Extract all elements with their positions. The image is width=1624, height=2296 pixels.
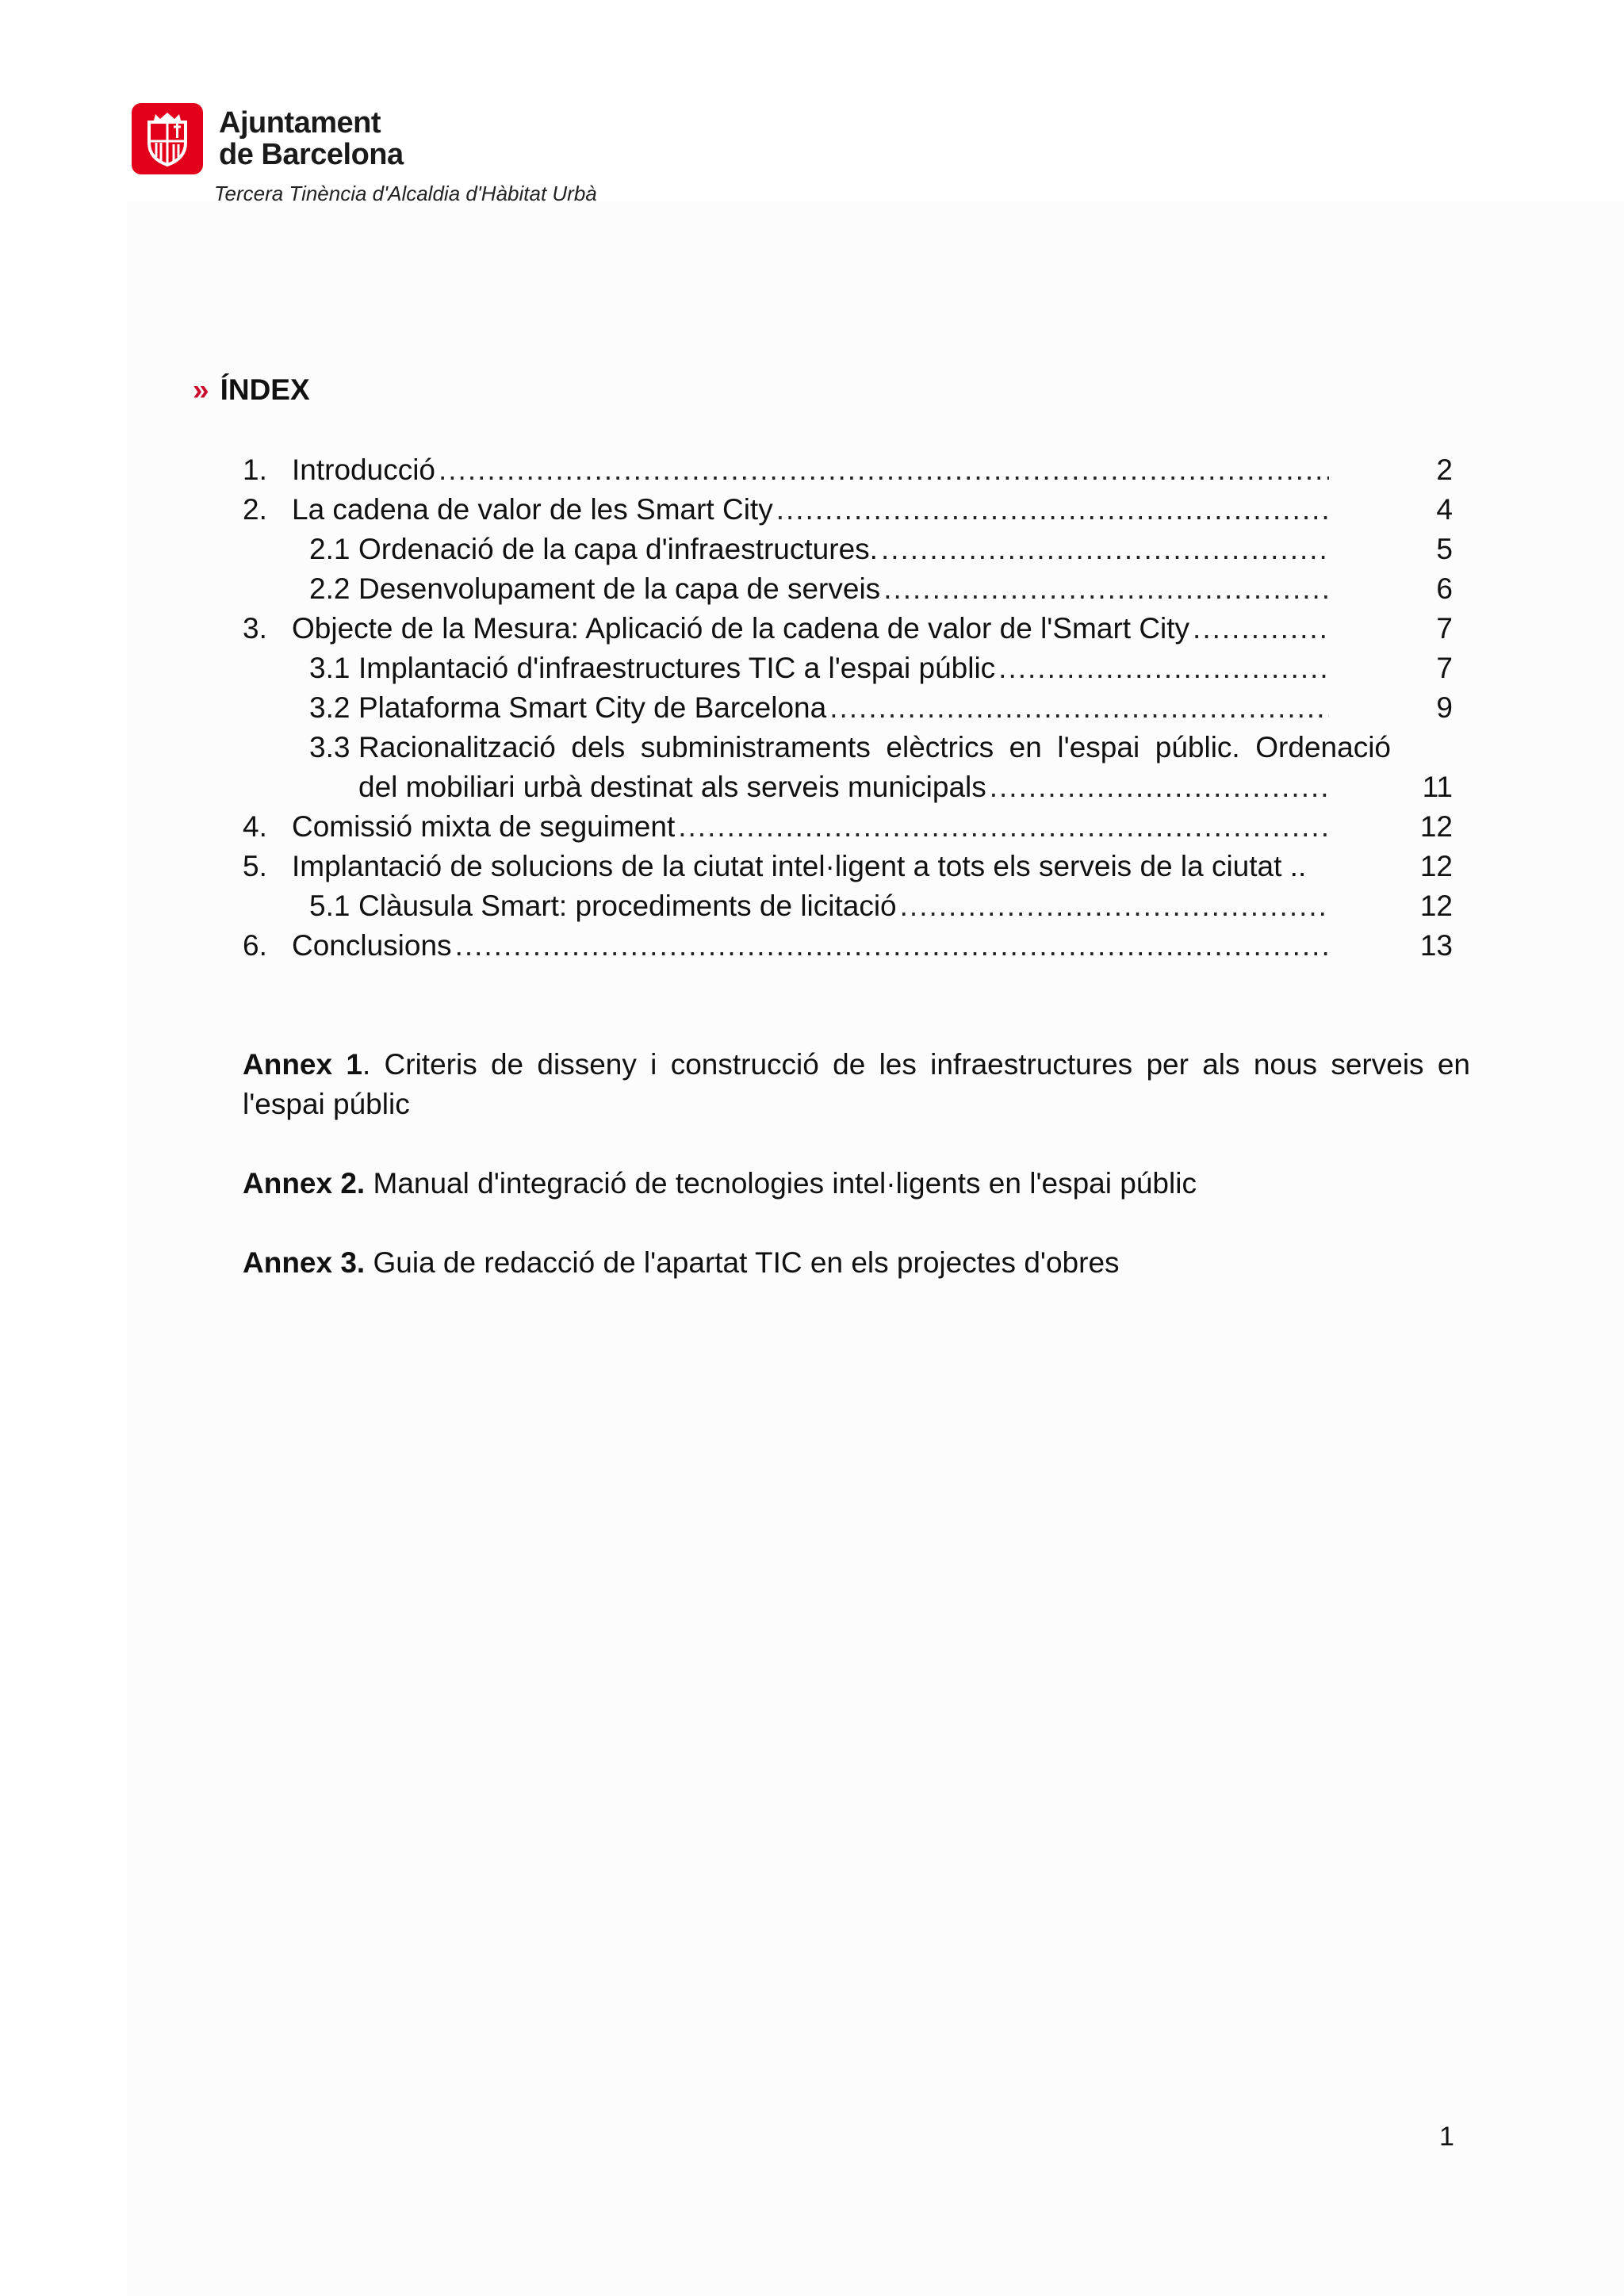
toc-entry-title: del mobiliari urbà destinat als serveis municipals	[358, 771, 986, 803]
annex-1-line2: l'espai públic	[243, 1088, 410, 1120]
annex-label: Annex 2.	[243, 1167, 366, 1200]
annex-text: Manual d'integració de tecnologies intel·ligents en l'espai públic	[365, 1167, 1197, 1200]
toc-entry-number: 1.	[243, 453, 267, 486]
toc-entry-page: 7	[1436, 652, 1453, 684]
toc-entry-title: Clàusula Smart: procediments de licitació	[358, 890, 897, 922]
toc-entry-number: 6.	[243, 929, 267, 962]
logo-line-2: de Barcelona	[219, 138, 404, 171]
annex-text: . Criteris de disseny i construcció de les infraestructures per als nous serveis en	[362, 1048, 1470, 1081]
toc-leader-dots	[998, 649, 1329, 688]
annex-1-line1	[243, 1045, 1470, 1085]
annex-3	[243, 1243, 1470, 1283]
toc-leader-dots	[881, 530, 1329, 569]
index-heading	[193, 373, 310, 407]
ajuntament-logo	[132, 103, 404, 174]
toc-entry-page: 13	[1419, 929, 1453, 962]
toc-entry-page: 12	[1419, 850, 1453, 882]
toc-entry-title: Plataforma Smart City de Barcelona	[358, 691, 827, 724]
index-title: ÍNDEX	[220, 373, 310, 406]
toc-entry-page: 9	[1436, 691, 1453, 724]
toc-leader-dots	[829, 688, 1329, 728]
annex-text: Guia de redacció de l'apartat TIC en els projectes d'obres	[365, 1246, 1120, 1279]
toc-leader-dots	[883, 569, 1329, 609]
toc-entry[interactable]	[309, 569, 1329, 609]
toc-entry-number: 3.2	[309, 691, 350, 724]
toc-leader-dots	[776, 490, 1329, 530]
toc-entry[interactable]	[243, 807, 1329, 847]
toc-leader-dots	[439, 450, 1329, 490]
toc-entry-page: 7	[1436, 612, 1453, 645]
toc-entry-number: 3.3	[309, 731, 350, 763]
annex-2	[243, 1164, 1470, 1203]
logo-wordmark	[219, 107, 404, 170]
toc-entry-number: 3.1	[309, 652, 350, 684]
toc-entry[interactable]	[243, 926, 1329, 966]
toc-entry-number: 2.2	[309, 572, 350, 605]
index-marker: »	[193, 373, 209, 406]
toc-entry-page: 2	[1436, 453, 1453, 486]
logo-line-1: Ajuntament	[219, 106, 381, 140]
toc-entry-number: 2.	[243, 493, 267, 526]
toc-entry[interactable]	[358, 767, 1329, 807]
toc-entry-title: Implantació d'infraestructures TIC a l'espai públic	[358, 652, 996, 684]
toc-entry-page: 4	[1436, 493, 1453, 526]
toc-entry-title: La cadena de valor de les Smart City	[292, 493, 773, 526]
toc-leader-dots	[678, 807, 1329, 847]
toc-entry[interactable]	[243, 490, 1329, 530]
toc-entry-page: 11	[1422, 771, 1453, 803]
toc-leader-dots	[990, 767, 1329, 807]
toc-entry[interactable]	[243, 450, 1329, 490]
toc-entry[interactable]	[309, 649, 1329, 688]
toc-entry-title-line1[interactable]: Racionalització dels subministraments elèctrics en l'espai públic. Ordenació	[358, 731, 1391, 763]
toc-entry[interactable]	[309, 688, 1329, 728]
toc-entry-number: 4.	[243, 810, 267, 843]
toc-entry[interactable]	[243, 847, 1329, 886]
annex-label: Annex 3.	[243, 1246, 366, 1279]
toc-entry-title: Conclusions	[292, 929, 452, 962]
toc-entry[interactable]	[243, 609, 1329, 649]
toc-entry-page: 12	[1419, 890, 1453, 922]
toc-entry-page: 5	[1436, 533, 1453, 565]
page-number: 1	[1439, 2122, 1454, 2152]
toc-leader-dots	[455, 926, 1329, 966]
toc-entry-title: Desenvolupament de la capa de serveis	[358, 572, 881, 605]
toc-entry-title: Ordenació de la capa d'infraestructures.	[358, 533, 878, 565]
toc-entry-page: 6	[1436, 572, 1453, 605]
toc-entry-number: 2.1	[309, 533, 350, 565]
annex-label: Annex 1	[243, 1048, 362, 1081]
toc-entry-number: 5.	[243, 850, 267, 882]
barcelona-coat-of-arms-icon	[132, 103, 203, 174]
toc-entry-title: Comissió mixta de seguiment	[292, 810, 676, 843]
toc-entry-title: Introducció	[292, 453, 435, 486]
toc-entry-title: Objecte de la Mesura: Aplicació de la cadena de valor de l'Smart City	[292, 612, 1190, 645]
toc-entry-number: 5.1	[309, 890, 350, 922]
toc-entry-title: Implantació de solucions de la ciutat intel·ligent a tots els serveis de la ciutat ..	[292, 850, 1307, 882]
toc-entry-number: 3.	[243, 612, 267, 645]
toc-leader-dots	[900, 886, 1329, 926]
toc-leader-dots	[1193, 609, 1329, 649]
toc-entry[interactable]	[309, 886, 1329, 926]
toc-entry-page: 12	[1419, 810, 1453, 843]
department-subtitle: Tercera Tinència d'Alcaldia d'Hàbitat Urbà	[214, 182, 597, 205]
toc-entry[interactable]	[309, 530, 1329, 569]
